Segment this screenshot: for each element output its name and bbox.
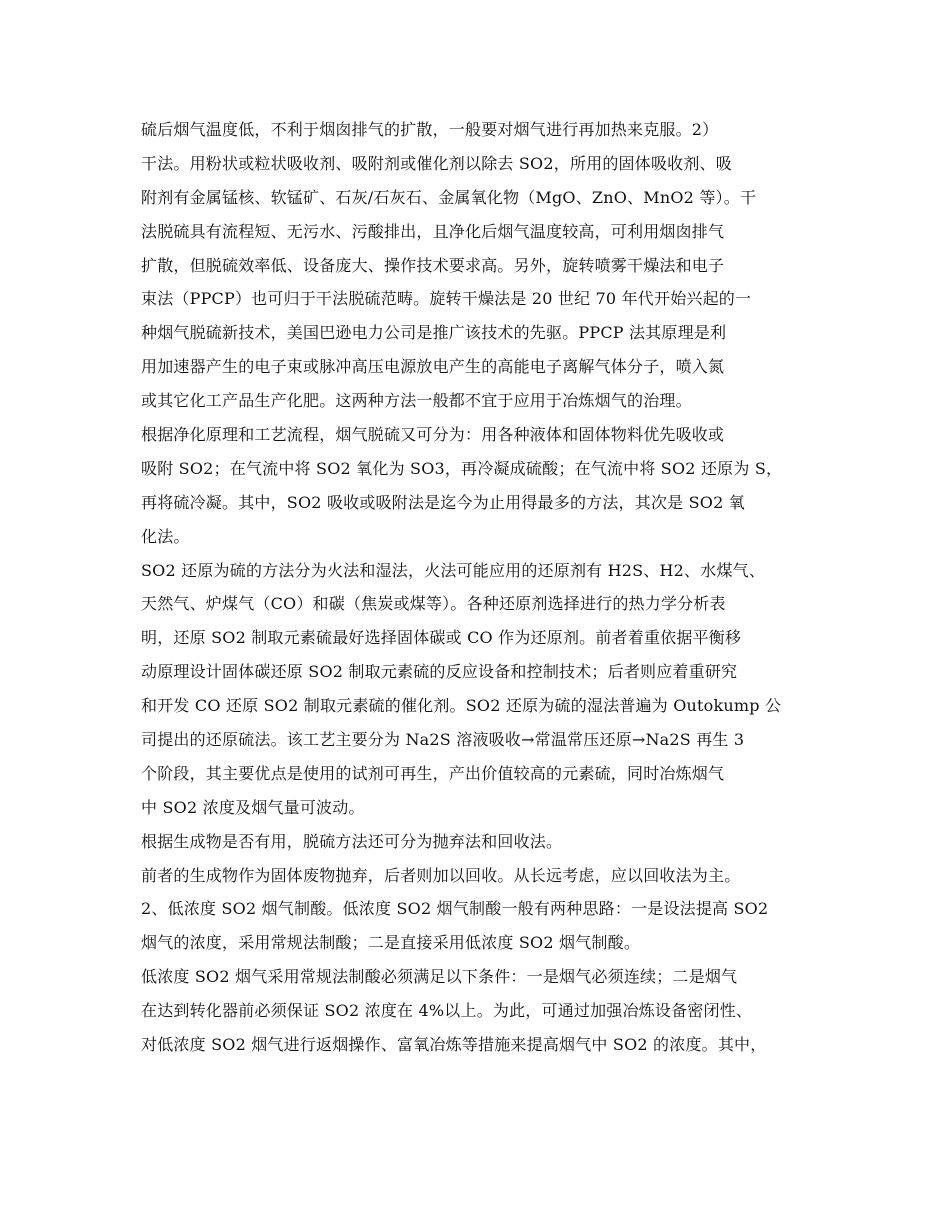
text-line: 在达到转化器前必须保证 SO2 浓度在 4%以上。为此，可通过加强冶炼设备密闭性、 <box>141 1001 753 1021</box>
text-line: 个阶段，其主要优点是使用的试剂可再生，产出价值较高的元素硫，同时冶炼烟气 <box>141 763 725 783</box>
text-line: 附剂有金属锰核、软锰矿、石灰/石灰石、金属氧化物（MgO、ZnO、MnO2 等）。干 <box>141 187 757 207</box>
text-line: 或其它化工产品生产化肥。这两种方法一般都不宜于应用于冶炼烟气的治理。 <box>141 391 692 411</box>
text-line: 对低浓度 SO2 烟气进行返烟操作、富氧冶炼等措施来提高烟气中 SO2 的浓度。其中， <box>141 1035 767 1055</box>
text-line: 再将硫冷凝。其中，SO2 吸收或吸附法是迄今为止用得最多的方法，其次是 SO2 氧 <box>141 492 745 512</box>
text-line: 前者的生成物作为固体废物抛弃，后者则加以回收。从长远考虑，应以回收法为主。 <box>141 865 741 885</box>
text-line: 化法。 <box>141 526 190 546</box>
text-line: 干法。用粉状或粒状吸收剂、吸附剂或催化剂以除去 SO2，所用的固体吸收剂、吸 <box>141 153 732 173</box>
text-line: 种烟气脱硫新技术，美国巴逊电力公司是推广该技术的先驱。PPCP 法其原理是利 <box>141 323 727 343</box>
text-line: 中 SO2 浓度及烟气量可波动。 <box>141 797 365 817</box>
text-line: 明，还原 SO2 制取元素硫最好选择固体碳或 CO 作为还原剂。前者着重依据平衡移 <box>141 628 742 648</box>
text-line: 司提出的还原硫法。该工艺主要分为 Na2S 溶液吸收→常温常压还原→Na2S 再生 3 <box>141 730 745 750</box>
text-line: 和开发 CO 还原 SO2 制取元素硫的催化剂。SO2 还原为硫的湿法普遍为 Outokump 公 <box>141 696 782 716</box>
text-line: 根据净化原理和工艺流程，烟气脱硫又可分为：用各种液体和固体物料优先吸收或 <box>141 425 725 445</box>
text-line: SO2 还原为硫的方法分为火法和湿法，火法可能应用的还原剂有 H2S、H2、水煤气、 <box>141 560 766 580</box>
document-body <box>141 113 826 1062</box>
text-line: 天然气、炉煤气（CO）和碳（焦炭或煤等）。各种还原剂选择进行的热力学分析表 <box>141 594 726 614</box>
text-line: 根据生成物是否有用，脱硫方法还可分为抛弃法和回收法。 <box>141 831 563 851</box>
text-line: 低浓度 SO2 烟气采用常规法制酸必须满足以下条件：一是烟气必须连续；二是烟气 <box>141 967 738 987</box>
text-line: 扩散，但脱硫效率低、设备庞大、操作技术要求高。另外，旋转喷雾干燥法和电子 <box>141 255 725 275</box>
text-line: 法脱硫具有流程短、无污水、污酸排出，且净化后烟气温度较高，可利用烟囱排气 <box>141 221 725 241</box>
text-line: 2、低浓度 SO2 烟气制酸。低浓度 SO2 烟气制酸一般有两种思路：一是设法提高 SO2 <box>141 899 769 919</box>
text-line: 烟气的浓度，采用常规法制酸；二是直接采用低浓度 SO2 烟气制酸。 <box>141 933 641 953</box>
text-line: 吸附 SO2；在气流中将 SO2 氧化为 SO3，再冷凝成硫酸；在气流中将 SO2 还原为 S， <box>141 458 783 478</box>
text-line: 硫后烟气温度低，不利于烟囱排气的扩散，一般要对烟气进行再加热来克服。2） <box>141 120 719 139</box>
text-line: 用加速器产生的电子束或脉冲高压电源放电产生的高能电子离解气体分子，喷入氮 <box>141 357 725 377</box>
text-line: 动原理设计固体碳还原 SO2 制取元素硫的反应设备和控制技术；后者则应着重研究 <box>141 662 738 682</box>
text-line: 束法（PPCP）也可归于干法脱硫范畴。旋转干燥法是 20 世纪 70 年代开始兴起的一 <box>141 289 752 309</box>
